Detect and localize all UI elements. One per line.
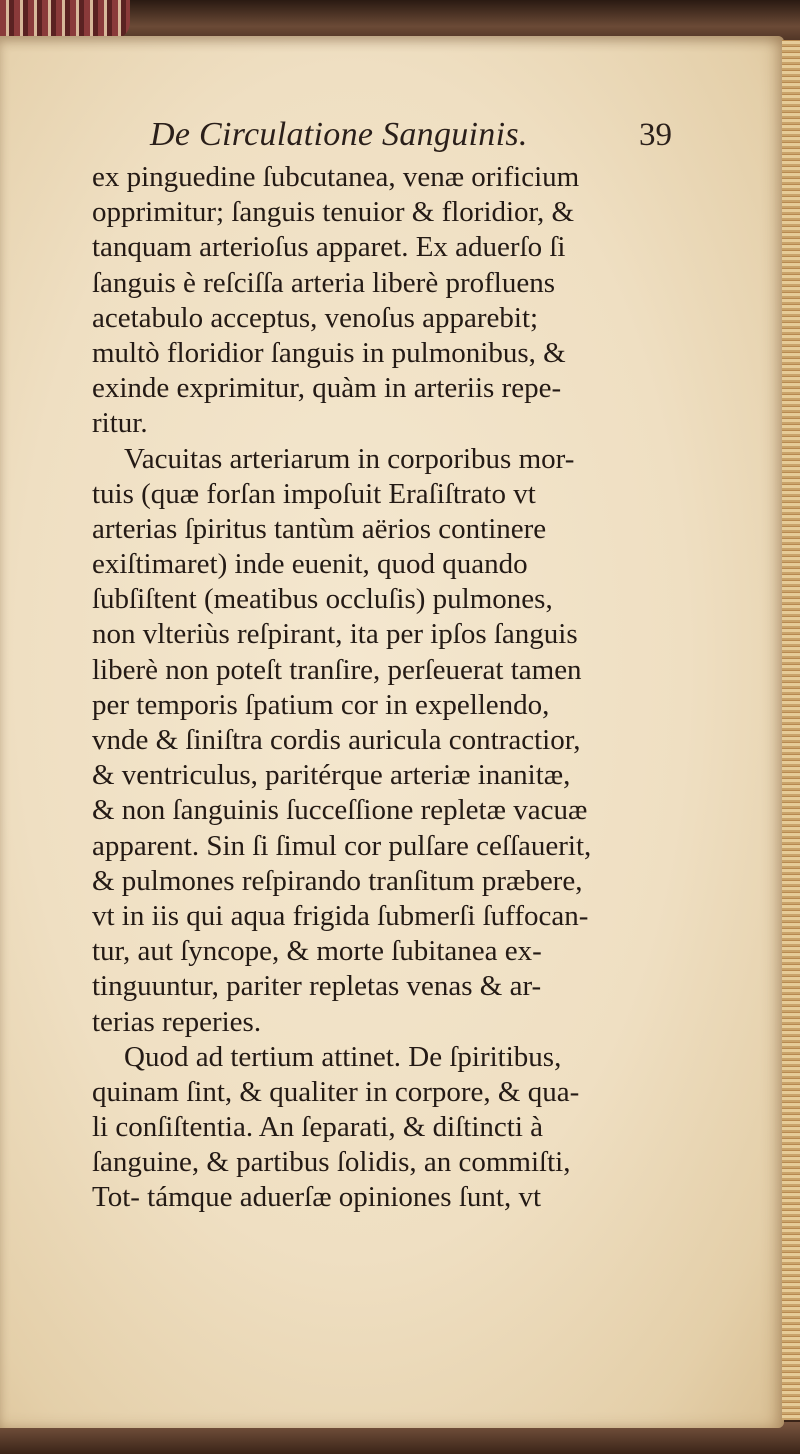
text-line: tanquam arterioſus apparet. Ex aduerſo ſi — [92, 231, 566, 264]
text-line: acetabulo acceptus, venoſus apparebit; — [92, 301, 539, 334]
text-line: li conſiſtentia. An ſeparati, & diſtincti à — [92, 1111, 544, 1144]
text-line: ſanguis è reſciſſa arteria liberè profluens — [92, 266, 555, 299]
page-fore-edge — [782, 40, 800, 1420]
text-line: tur, aut ſyncope, & morte ſubitanea ex- — [92, 935, 542, 968]
text-line: liberè non poteſt tranſire, perſeuerat tamen — [92, 653, 582, 686]
text-line: apparent. Sin ſi ſimul cor pulſare ceſſauerit, — [92, 829, 592, 862]
text-line: ritur. — [92, 407, 148, 440]
headband — [0, 0, 130, 40]
text-line: ex pinguedine ſubcutanea, venæ orificium — [92, 161, 580, 193]
text-line: & ventriculus, paritérque arteriæ inanitæ, — [92, 759, 571, 792]
paragraph-start-line: Quod ad tertium attinet. De ſpiritibus, — [124, 1040, 562, 1073]
text-line: opprimitur; ſanguis tenuior & floridior, & — [92, 196, 575, 229]
page-number: 39 — [639, 117, 672, 153]
text-line: per temporis ſpatium cor in expellendo, — [92, 688, 550, 721]
paragraph-start-line: Vacuitas arteriarum in corporibus mor- — [124, 442, 575, 475]
text-line: quinam ſint, & qualiter in corpore, & qua- — [92, 1075, 580, 1108]
body-text — [92, 160, 672, 1216]
running-head — [92, 112, 672, 162]
text-line: Tot- támque aduerſæ opiniones ſunt, vt — [92, 1181, 542, 1214]
text-line: tinguuntur, pariter repletas venas & ar- — [92, 970, 542, 1003]
running-title: De Circulatione Sanguinis. — [150, 116, 528, 153]
text-line: ſubſiſtent (meatibus occluſis) pulmones, — [92, 583, 553, 616]
text-line: arterias ſpiritus tantùm aërios continere — [92, 512, 547, 545]
text-line: & non ſanguinis ſucceſſione repletæ vacuæ — [92, 794, 588, 827]
text-line: vt in iis qui aqua frigida ſubmerſi ſuffocan- — [92, 899, 589, 932]
text-line: multò floridior ſanguis in pulmonibus, & — [92, 336, 566, 369]
text-line: terias reperies. — [92, 1005, 262, 1038]
text-line: & pulmones reſpirando tranſitum præbere, — [92, 864, 583, 897]
text-line: exinde exprimitur, quàm in arteriis repe- — [92, 372, 562, 405]
text-line: vnde & ſiniſtra cordis auricula contractior, — [92, 724, 581, 756]
text-line: non vlteriùs reſpirant, ita per ipſos ſanguis — [92, 618, 578, 651]
text-line: tuis (quæ forſan impoſuit Eraſiſtrato vt — [92, 477, 536, 510]
text-line: exiſtimaret) inde euenit, quod quando — [92, 548, 528, 581]
text-line: ſanguine, & partibus ſolidis, an commiſti, — [92, 1146, 571, 1179]
